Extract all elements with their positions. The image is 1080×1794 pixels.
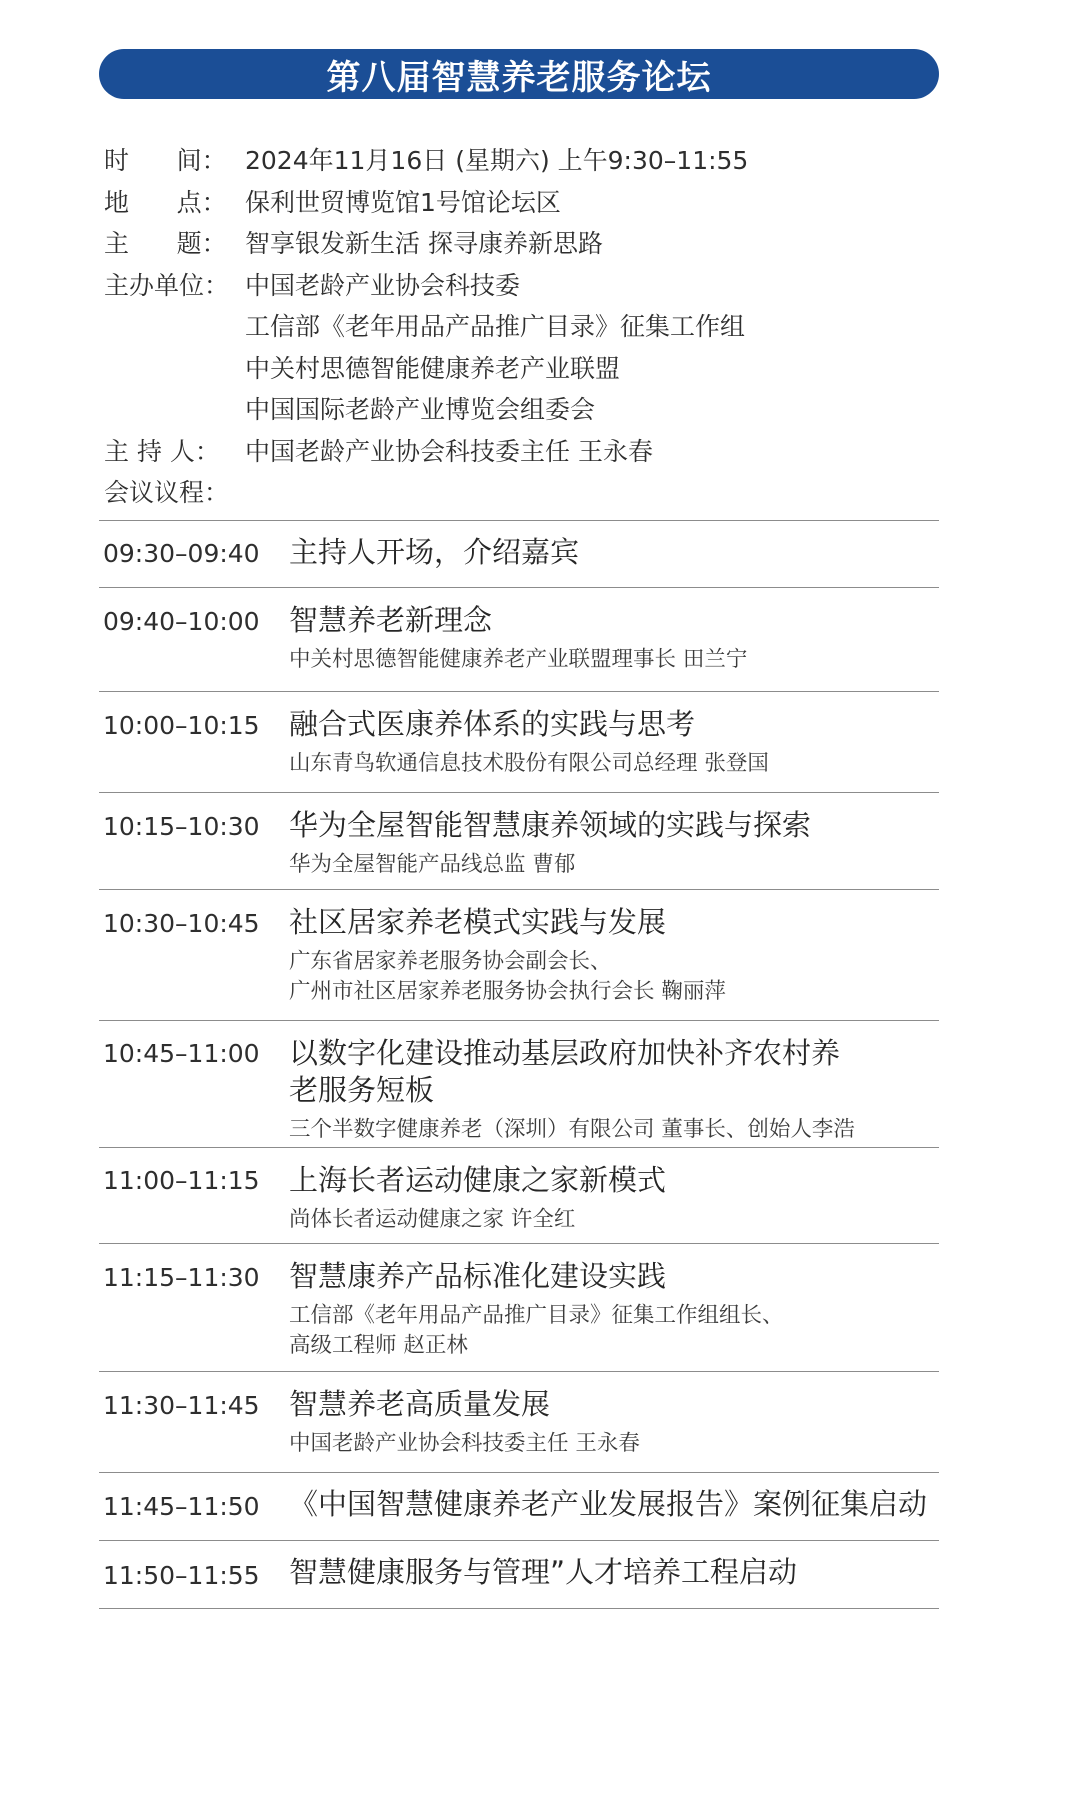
info-value: 保利世贸博览馆1号馆论坛区 xyxy=(245,187,561,217)
agenda-body xyxy=(289,890,939,1020)
agenda-title: 《中国智慧健康养老产业发展报告》案例征集启动 xyxy=(289,1487,928,1521)
agenda-title: 华为全屋智能智慧康养领域的实践与探索 xyxy=(289,808,812,842)
agenda-title: 智慧健康服务与管理”人才培养工程启动 xyxy=(289,1555,798,1589)
agenda-body xyxy=(289,1244,939,1371)
agenda-speaker: 山东青鸟软通信息技术股份有限公司总经理 张登国 xyxy=(289,751,769,776)
agenda-time: 11:45–11:50 xyxy=(103,1492,260,1521)
agenda-item xyxy=(99,1244,939,1372)
info-value: 中关村思德智能健康养老产业联盟 xyxy=(245,353,621,383)
info-label: 主办单位： xyxy=(104,270,230,300)
agenda-speaker: 广东省居家养老服务协会副会长、 xyxy=(289,949,612,974)
info-value: 工信部《老年用品产品推广目录》征集工作组 xyxy=(245,312,746,341)
info-label: 时 间： xyxy=(104,146,227,175)
agenda-list xyxy=(99,521,939,1609)
agenda-item xyxy=(99,1541,939,1609)
agenda-body xyxy=(289,1372,939,1472)
agenda-time: 11:15–11:30 xyxy=(103,1263,260,1292)
agenda-body xyxy=(289,1021,939,1147)
agenda-speaker: 华为全屋智能产品线总监 曹郁 xyxy=(289,852,576,877)
info-row xyxy=(104,223,944,265)
info-value: 中国老龄产业协会科技委主任 王永春 xyxy=(245,436,653,466)
info-row xyxy=(104,431,944,473)
forum-title: 第八届智慧养老服务论坛 xyxy=(326,57,712,98)
agenda-body xyxy=(289,1541,939,1608)
forum-title-banner xyxy=(99,49,939,99)
agenda-title: 上海长者运动健康之家新模式 xyxy=(289,1163,667,1197)
info-values xyxy=(245,265,944,431)
agenda-time: 10:45–11:00 xyxy=(103,1039,260,1068)
info-label: 主 题： xyxy=(104,229,227,258)
info-value: 中国老龄产业协会科技委 xyxy=(245,270,521,300)
agenda-time: 11:30–11:45 xyxy=(103,1391,260,1420)
info-label: 会议议程： xyxy=(104,478,230,507)
agenda-speaker: 尚体长者运动健康之家 许全红 xyxy=(289,1207,576,1232)
agenda-title: 社区居家养老模式实践与发展 xyxy=(289,905,667,939)
agenda-item xyxy=(99,521,939,588)
agenda-time: 11:00–11:15 xyxy=(103,1166,260,1195)
agenda-speaker: 三个半数字健康养老（深圳）有限公司 董事长、创始人李浩 xyxy=(289,1117,855,1142)
agenda-speaker: 中关村思德智能健康养老产业联盟理事长 田兰宁 xyxy=(289,647,748,672)
agenda-time: 10:15–10:30 xyxy=(103,812,260,841)
agenda-speaker: 工信部《老年用品产品推广目录》征集工作组组长、 xyxy=(289,1303,784,1328)
info-row xyxy=(104,472,944,514)
agenda-item xyxy=(99,1021,939,1148)
info-row xyxy=(104,182,944,224)
info-values xyxy=(245,182,944,224)
agenda-body xyxy=(289,588,939,691)
info-value: 中国国际老龄产业博览会组委会 xyxy=(245,395,596,424)
agenda-time: 11:50–11:55 xyxy=(103,1561,260,1590)
agenda-item xyxy=(99,1148,939,1244)
agenda-title: 主持人开场，介绍嘉宾 xyxy=(289,535,580,569)
agenda-speaker: 广州市社区居家养老服务协会执行会长 鞠丽萍 xyxy=(289,979,726,1004)
info-value: 智享银发新生活 探寻康养新思路 xyxy=(245,229,603,258)
agenda-time: 10:30–10:45 xyxy=(103,909,260,938)
agenda-title: 智慧康养产品标准化建设实践 xyxy=(289,1259,667,1293)
agenda-speaker: 中国老龄产业协会科技委主任 王永春 xyxy=(289,1431,640,1456)
agenda-item xyxy=(99,793,939,890)
agenda-body xyxy=(289,521,939,587)
info-label: 地 点： xyxy=(104,187,227,217)
info-row xyxy=(104,265,944,431)
agenda-title: 融合式医康养体系的实践与思考 xyxy=(289,707,696,741)
agenda-title: 智慧养老高质量发展 xyxy=(289,1387,551,1421)
info-values xyxy=(245,472,944,514)
info-label: 主 持 人： xyxy=(104,436,220,466)
info-row xyxy=(104,140,944,182)
info-value: 2024年11月16日 (星期六) 上午9:30–11:55 xyxy=(245,146,749,175)
event-info xyxy=(104,140,944,514)
agenda-item xyxy=(99,890,939,1021)
agenda-speaker: 高级工程师 赵正林 xyxy=(289,1333,468,1358)
agenda-time: 10:00–10:15 xyxy=(103,711,260,740)
agenda-item xyxy=(99,692,939,793)
agenda-time: 09:30–09:40 xyxy=(103,539,260,568)
agenda-body xyxy=(289,793,939,889)
agenda-title: 以数字化建设推动基层政府加快补齐农村养老服务短板 xyxy=(289,1036,841,1107)
agenda-item xyxy=(99,588,939,692)
agenda-time: 09:40–10:00 xyxy=(103,607,260,636)
agenda-body xyxy=(289,1148,939,1243)
info-values xyxy=(245,223,944,265)
agenda-body xyxy=(289,1473,939,1540)
agenda-title: 智慧养老新理念 xyxy=(289,603,493,637)
info-values xyxy=(245,140,944,182)
agenda-item xyxy=(99,1473,939,1541)
agenda-body xyxy=(289,692,939,792)
agenda-item xyxy=(99,1372,939,1473)
info-values xyxy=(245,431,944,473)
